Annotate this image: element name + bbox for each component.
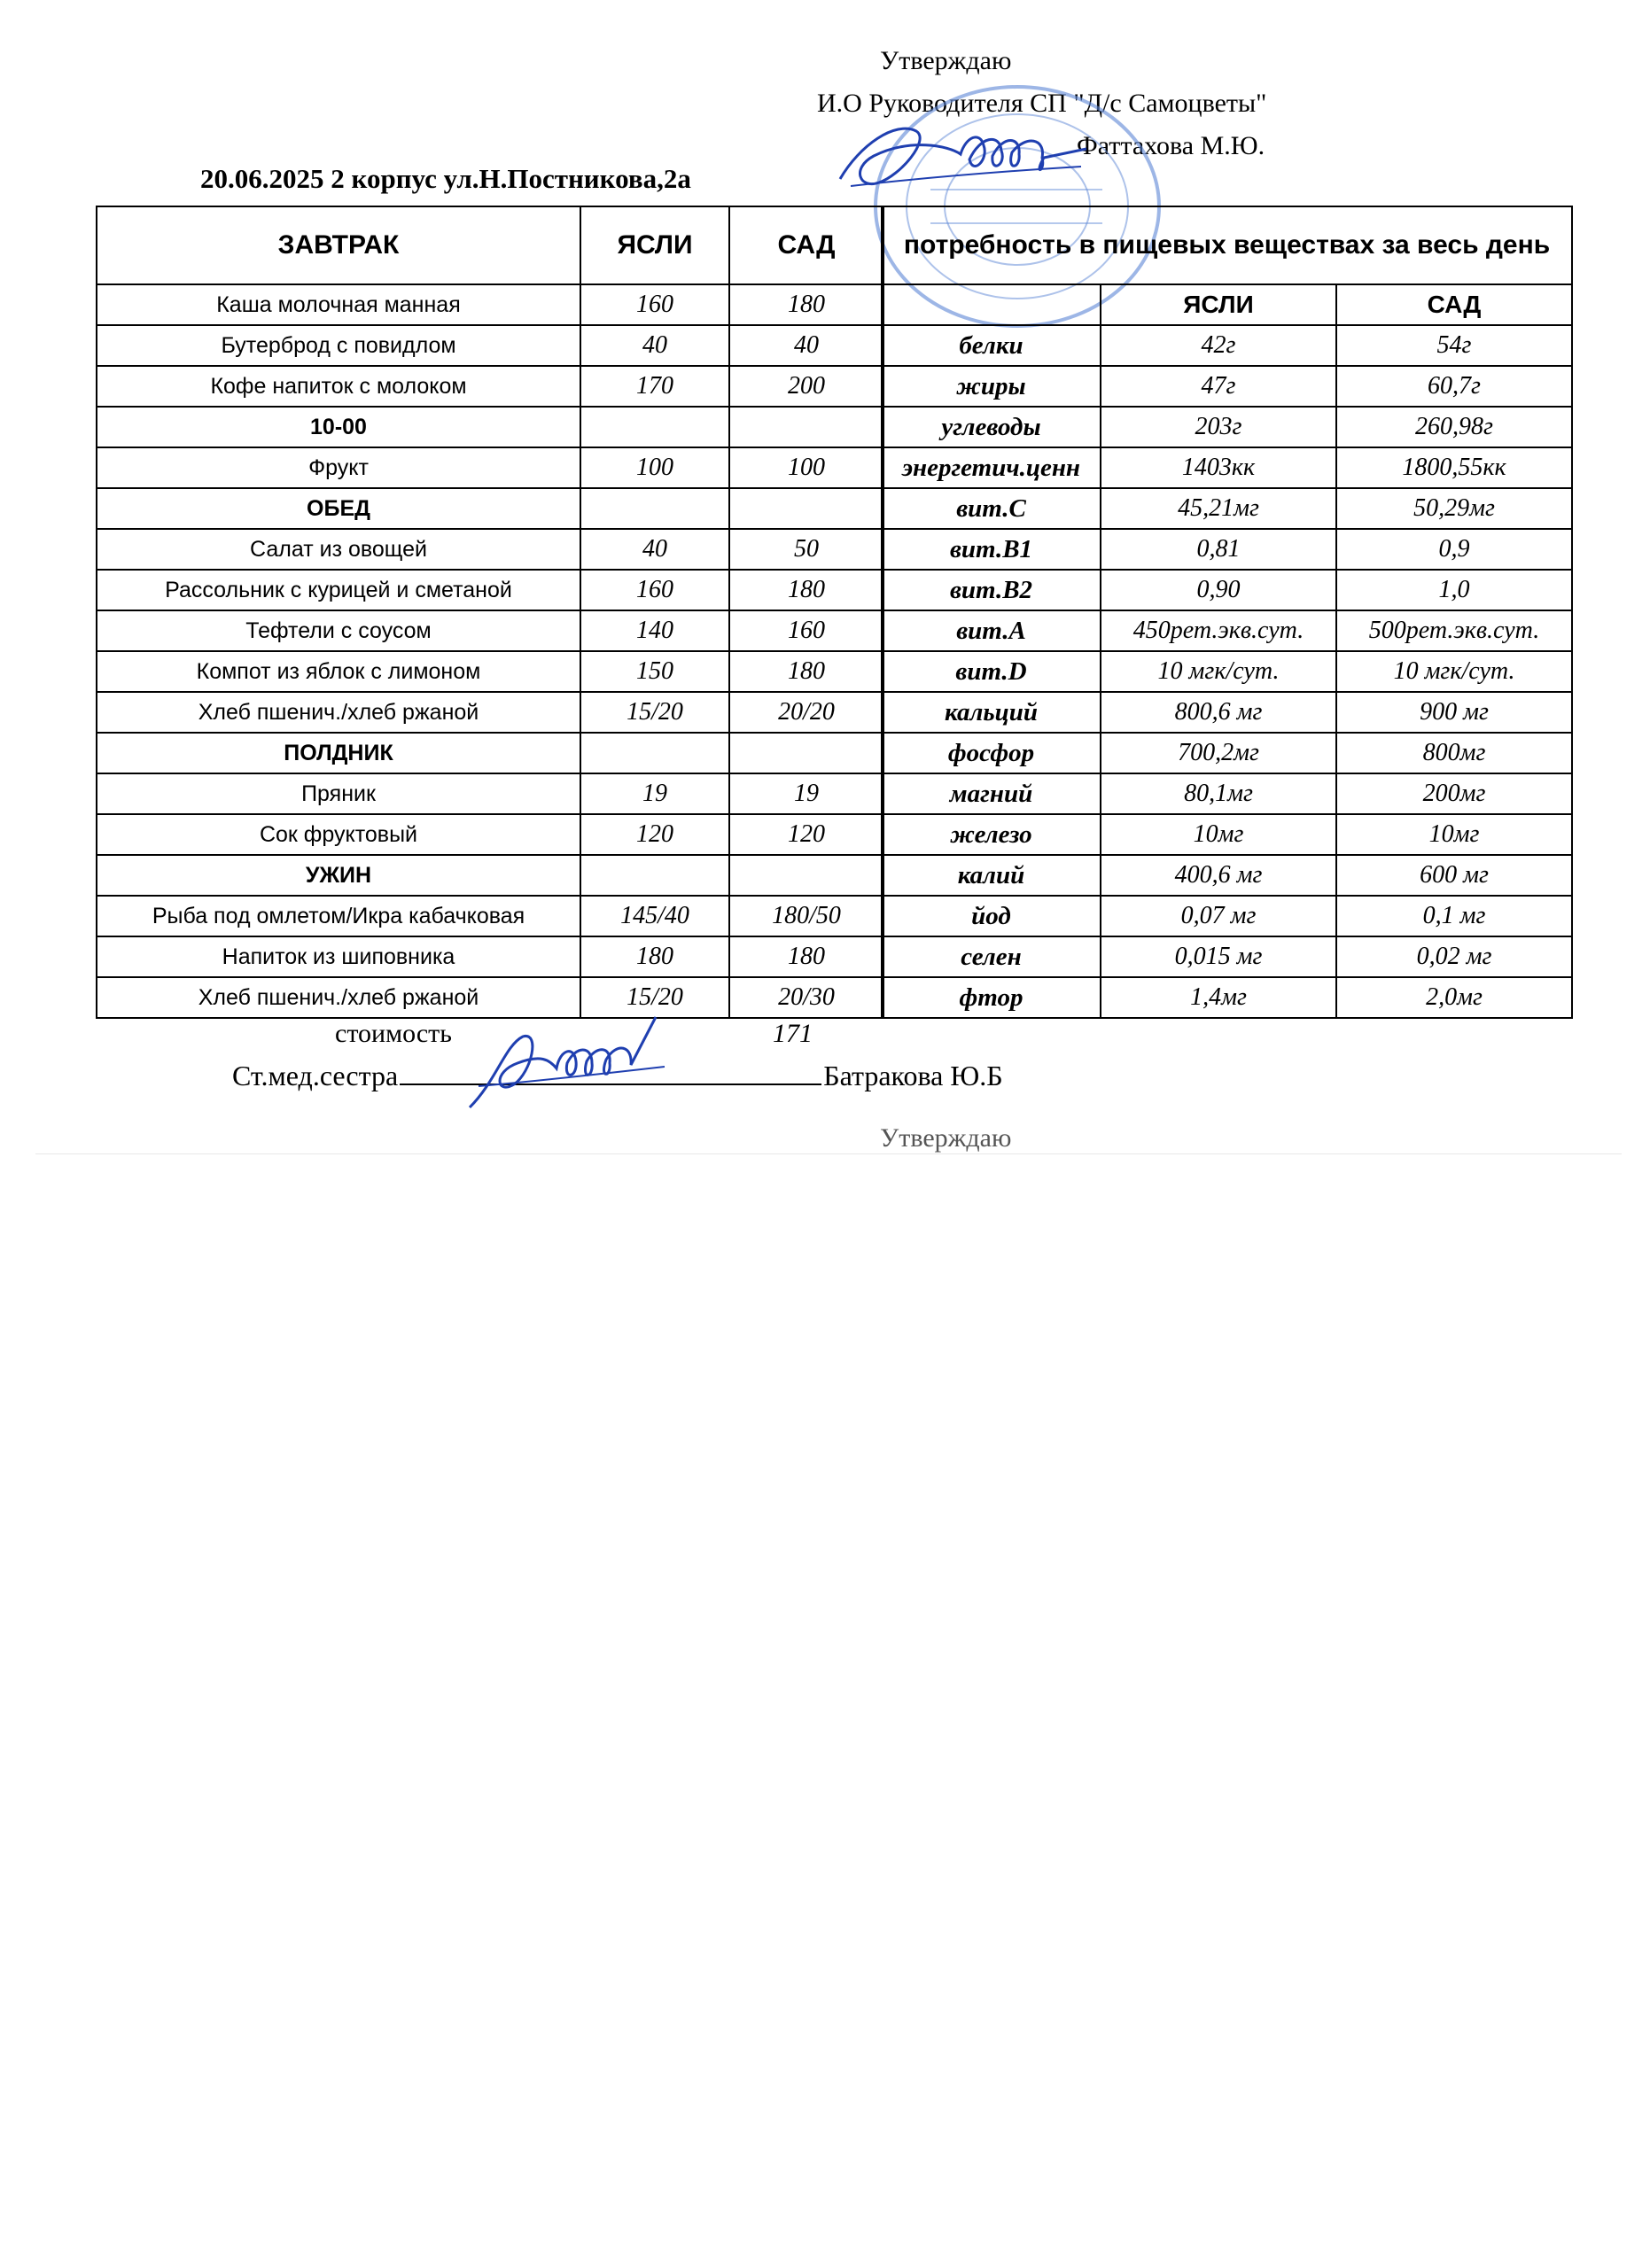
nursery-portion: [580, 407, 729, 447]
kindergarten-portion: 40: [729, 325, 883, 366]
menu-section-row: [97, 407, 883, 447]
kindergarten-portion: [729, 733, 883, 773]
menu-row: [97, 284, 883, 325]
page-edge: [35, 1153, 1622, 1154]
nutrient-row: [882, 855, 1572, 896]
nursery-amount: 450рет.экв.сут.: [1101, 610, 1336, 651]
nutrient-name: йод: [882, 896, 1101, 936]
nutrient-name: вит.В2: [882, 570, 1101, 610]
menu-row: [97, 610, 883, 651]
kindergarten-portion: 160: [729, 610, 883, 651]
nursery-portion: [580, 488, 729, 529]
menu-table: [96, 206, 884, 1019]
nutrient-name: кальций: [882, 692, 1101, 733]
nurse-signature: [443, 1010, 682, 1125]
kindergarten-amount: 1,0: [1336, 570, 1572, 610]
dish-name: Каша молочная манная: [97, 284, 580, 325]
kindergarten-portion: [729, 488, 883, 529]
kindergarten-amount: 10мг: [1336, 814, 1572, 855]
kindergarten-amount: 10 мгк/сут.: [1336, 651, 1572, 692]
approval-name: Фаттахова М.Ю.: [1077, 131, 1265, 160]
nursery-portion: 170: [580, 366, 729, 407]
cost-value: 171: [773, 1019, 813, 1048]
nursery-amount: 800,6 мг: [1101, 692, 1336, 733]
nutrient-row: [882, 692, 1572, 733]
nutrition-table: [881, 206, 1573, 1019]
kindergarten-portion: 19: [729, 773, 883, 814]
kindergarten-portion: 20/30: [729, 977, 883, 1018]
kindergarten-amount: 54г: [1336, 325, 1572, 366]
nursery-portion: 180: [580, 936, 729, 977]
dish-name: Кофе напиток с молоком: [97, 366, 580, 407]
kindergarten-portion: 50: [729, 529, 883, 570]
nutrition-table-title: потребность в пищевых веществах за весь день: [882, 206, 1572, 284]
nursery-portion: 15/20: [580, 977, 729, 1018]
menu-row: [97, 570, 883, 610]
menu-row: [97, 651, 883, 692]
nutrient-row: [882, 814, 1572, 855]
dish-name: Бутерброд с повидлом: [97, 325, 580, 366]
menu-row: [97, 692, 883, 733]
kindergarten-portion: 180: [729, 570, 883, 610]
nutrient-row: [882, 896, 1572, 936]
nutrient-name: вит.С: [882, 488, 1101, 529]
meal-section-label: 10-00: [97, 407, 580, 447]
dish-name: Рассольник с курицей и сметаной: [97, 570, 580, 610]
nurse-name: Батракова Ю.Б: [823, 1060, 1003, 1091]
nursery-amount: 0,07 мг: [1101, 896, 1336, 936]
nursery-amount: 0,015 мг: [1101, 936, 1336, 977]
kindergarten-amount: 60,7г: [1336, 366, 1572, 407]
nursery-portion: 140: [580, 610, 729, 651]
nursery-amount: 203г: [1101, 407, 1336, 447]
nutrient-name: вит.В1: [882, 529, 1101, 570]
dish-name: Сок фруктовый: [97, 814, 580, 855]
nutrient-name: углеводы: [882, 407, 1101, 447]
next-page-fragment: Утверждаю: [880, 1123, 1012, 1153]
dish-name: Напиток из шиповника: [97, 936, 580, 977]
nursery-portion: 40: [580, 325, 729, 366]
nutrient-name: вит.D: [882, 651, 1101, 692]
meal-section-label: ПОЛДНИК: [97, 733, 580, 773]
nursery-amount: 700,2мг: [1101, 733, 1336, 773]
nutrition-header-blank: [882, 284, 1101, 325]
nutrient-name: калий: [882, 855, 1101, 896]
kindergarten-portion: 20/20: [729, 692, 883, 733]
nursery-amount: 80,1мг: [1101, 773, 1336, 814]
menu-section-row: [97, 855, 883, 896]
kindergarten-amount: 800мг: [1336, 733, 1572, 773]
nursery-portion: [580, 733, 729, 773]
menu-row: [97, 366, 883, 407]
nutrition-title-row: [882, 206, 1572, 284]
menu-section-row: [97, 733, 883, 773]
nursery-amount: 1,4мг: [1101, 977, 1336, 1018]
dish-name: Хлеб пшенич./хлеб ржаной: [97, 977, 580, 1018]
dish-name: Пряник: [97, 773, 580, 814]
menu-row: [97, 896, 883, 936]
dish-name: Фрукт: [97, 447, 580, 488]
menu-row: [97, 325, 883, 366]
kindergarten-amount: 2,0мг: [1336, 977, 1572, 1018]
kindergarten-amount: 0,1 мг: [1336, 896, 1572, 936]
nutrient-row: [882, 936, 1572, 977]
approval-heading: Утверждаю: [880, 46, 1012, 75]
nursery-amount: 1403кк: [1101, 447, 1336, 488]
nursery-portion: 145/40: [580, 896, 729, 936]
dish-name: Салат из овощей: [97, 529, 580, 570]
nutrient-name: фтор: [882, 977, 1101, 1018]
nurse-title: Ст.мед.сестра: [232, 1060, 399, 1091]
menu-header-kindergarten: САД: [729, 206, 883, 284]
kindergarten-portion: 120: [729, 814, 883, 855]
nursery-amount: 42г: [1101, 325, 1336, 366]
kindergarten-portion: 100: [729, 447, 883, 488]
nutrition-header-nursery: ЯСЛИ: [1101, 284, 1336, 325]
kindergarten-amount: 0,9: [1336, 529, 1572, 570]
document-title: 20.06.2025 2 корпус ул.Н.Постникова,2а: [200, 163, 691, 194]
kindergarten-amount: 500рет.экв.сут.: [1336, 610, 1572, 651]
kindergarten-amount: 260,98г: [1336, 407, 1572, 447]
nursery-amount: 45,21мг: [1101, 488, 1336, 529]
menu-row: [97, 814, 883, 855]
kindergarten-amount: 50,29мг: [1336, 488, 1572, 529]
nursery-amount: 10 мгк/сут.: [1101, 651, 1336, 692]
dish-name: Тефтели с соусом: [97, 610, 580, 651]
dish-name: Хлеб пшенич./хлеб ржаной: [97, 692, 580, 733]
nursery-amount: 10мг: [1101, 814, 1336, 855]
nutrient-row: [882, 610, 1572, 651]
meal-section-label: ОБЕД: [97, 488, 580, 529]
nursery-amount: 0,90: [1101, 570, 1336, 610]
nursery-amount: 47г: [1101, 366, 1336, 407]
nursery-portion: 160: [580, 284, 729, 325]
nutrition-header-row: [882, 284, 1572, 325]
director-signature: [824, 110, 1090, 207]
menu-header-row: [97, 206, 883, 284]
nutrient-name: фосфор: [882, 733, 1101, 773]
nutrient-row: [882, 488, 1572, 529]
menu-header-meal: ЗАВТРАК: [97, 206, 580, 284]
menu-row: [97, 773, 883, 814]
nutrient-row: [882, 366, 1572, 407]
cost-label: стоимость: [335, 1019, 452, 1048]
nutrient-name: селен: [882, 936, 1101, 977]
nutrient-row: [882, 325, 1572, 366]
kindergarten-amount: 900 мг: [1336, 692, 1572, 733]
nursery-amount: 0,81: [1101, 529, 1336, 570]
nutrient-row: [882, 733, 1572, 773]
dish-name: Рыба под омлетом/Икра кабачковая: [97, 896, 580, 936]
nursery-portion: [580, 855, 729, 896]
nursery-portion: 40: [580, 529, 729, 570]
nutrient-name: жиры: [882, 366, 1101, 407]
nutrient-name: магний: [882, 773, 1101, 814]
kindergarten-portion: [729, 407, 883, 447]
nutrient-row: [882, 407, 1572, 447]
nutrient-name: вит.А: [882, 610, 1101, 651]
nutrient-row: [882, 977, 1572, 1018]
nutrient-row: [882, 447, 1572, 488]
kindergarten-portion: 180: [729, 936, 883, 977]
nutrient-row: [882, 529, 1572, 570]
nutrient-name: железо: [882, 814, 1101, 855]
menu-row: [97, 447, 883, 488]
approval-position: И.О Руководителя СП "Д/с Самоцветы": [817, 89, 1267, 118]
nutrient-name: энергетич.ценн: [882, 447, 1101, 488]
menu-section-row: [97, 488, 883, 529]
nursery-portion: 120: [580, 814, 729, 855]
menu-row: [97, 936, 883, 977]
nursery-portion: 15/20: [580, 692, 729, 733]
kindergarten-amount: 0,02 мг: [1336, 936, 1572, 977]
nutrition-header-kindergarten: САД: [1336, 284, 1572, 325]
meal-section-label: УЖИН: [97, 855, 580, 896]
nursery-portion: 150: [580, 651, 729, 692]
kindergarten-amount: 600 мг: [1336, 855, 1572, 896]
kindergarten-portion: 180/50: [729, 896, 883, 936]
dish-name: Компот из яблок с лимоном: [97, 651, 580, 692]
nursery-portion: 19: [580, 773, 729, 814]
nutrient-row: [882, 570, 1572, 610]
kindergarten-portion: [729, 855, 883, 896]
nutrient-row: [882, 773, 1572, 814]
nursery-portion: 160: [580, 570, 729, 610]
nursery-portion: 100: [580, 447, 729, 488]
nutrient-name: белки: [882, 325, 1101, 366]
kindergarten-amount: 200мг: [1336, 773, 1572, 814]
kindergarten-portion: 180: [729, 284, 883, 325]
kindergarten-portion: 180: [729, 651, 883, 692]
kindergarten-portion: 200: [729, 366, 883, 407]
nutrient-row: [882, 651, 1572, 692]
menu-header-nursery: ЯСЛИ: [580, 206, 729, 284]
kindergarten-amount: 1800,55кк: [1336, 447, 1572, 488]
menu-row: [97, 529, 883, 570]
nursery-amount: 400,6 мг: [1101, 855, 1336, 896]
